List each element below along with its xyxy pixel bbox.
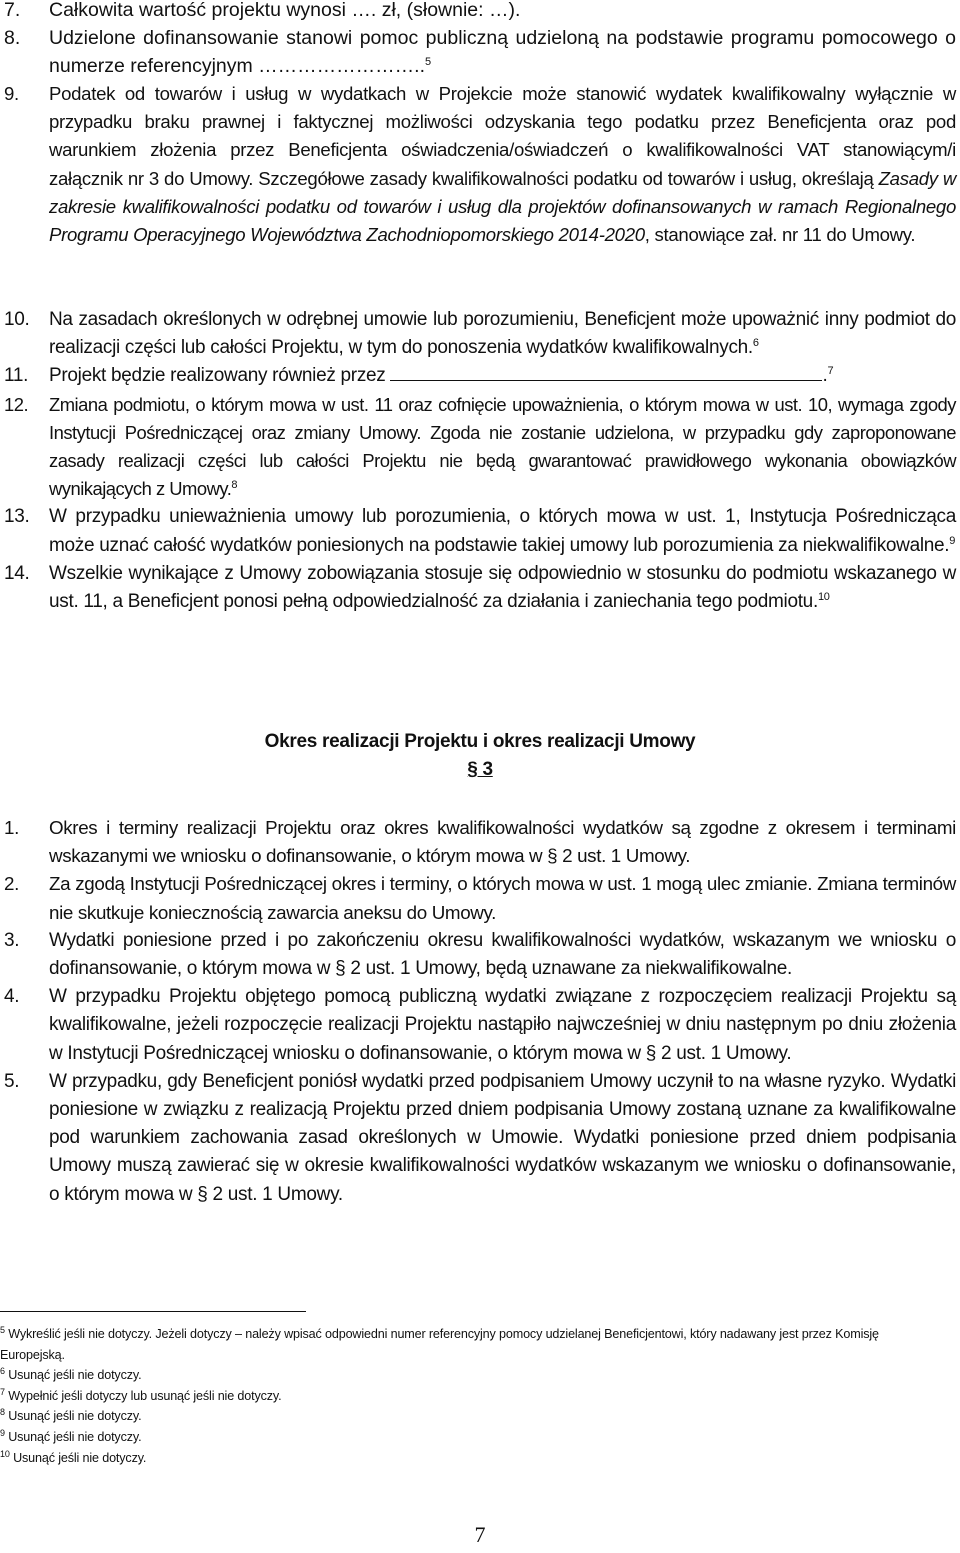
footnote-ref: 8	[231, 479, 237, 492]
page-number: 7	[474, 1522, 486, 1547]
item-number: 8.	[4, 27, 21, 50]
item-text: Na zasadach określonych w odrębnej umowie lub porozumieniu, Beneficjent może upoważnić inny podmiot do realizacji części lub całości Projektu, w tym do ponoszenia wydatków kwalifikowalnych.	[49, 309, 956, 359]
item-number: 7.	[4, 0, 21, 21]
list-item	[4, 927, 956, 983]
item-text: Wszelkie wynikające z Umowy zobowiązania stosuje się odpowiednio w stosunku do podmiotu wskazanego w ust. 11, a Beneficjent ponosi pełną odpowiedzialność za działania i zaniechania tego podmiotu.	[49, 562, 956, 613]
footnote	[0, 1386, 900, 1407]
footnote-text: Usunąć jeśli nie dotyczy.	[8, 1409, 142, 1424]
item-number: 4.	[4, 986, 20, 1008]
footnote	[0, 1406, 900, 1427]
item-text: , stanowiące zał. nr 11 do Umowy.	[644, 224, 916, 246]
item-number: 11.	[4, 365, 29, 387]
item-text: Projekt będzie realizowany również przez	[49, 365, 391, 387]
item-number: 1.	[4, 817, 19, 838]
clause-list-middle	[4, 306, 956, 616]
footnote-text: Wypełnić jeśli dotyczy lub usunąć jeśli nie dotyczy.	[8, 1388, 282, 1403]
list-item	[4, 362, 956, 390]
item-text: W przypadku, gdy Beneficjent poniósł wydatki przed podpisaniem Umowy uczynił to na własne ryzyko. Wydatki poniesione w związku z realizacją Projektu przed dniem podpisania Umowy zostaną uznane za kwalifikowalne pod warunkiem zachowania zasad określonych w Umowie. Wydatki poniesione przed dniem podpisania Umowy muszą zawierać się w okresie kwalifikowalności wydatków wskazanym we wniosku o dofinansowanie, o którym mowa w § 2 ust. 1 Umowy.	[49, 1070, 956, 1205]
item-text: Wydatki poniesione przed i po zakończeniu okresu kwalifikowalności wydatków, wskazanym we wniosku o dofinansowanie, o którym mowa w § 2 ust. 1 Umowy, będą uznawane za niekwalifikowalne.	[49, 929, 956, 980]
item-number: 10.	[4, 309, 30, 330]
footnote-separator	[0, 1311, 306, 1312]
item-number: 12.	[4, 393, 29, 415]
clause-list-top	[4, 0, 956, 81]
item-text: W przypadku Projektu objętego pomocą publiczną wydatki związane z rozpoczęciem realizacji Projektu są kwalifikowalne, jeżeli rozpoczęcie realizacji Projektu nastąpiło najwcześniej w dniu następnym po dniu złożenia w Instytucji Pośredniczącej wniosku o dofinansowanie, o którym mowa w § 2 ust. 1 Umowy.	[49, 986, 956, 1064]
list-item	[4, 814, 956, 870]
item-text-italic: Zasady w zakresie kwalifikowalności podatku od towarów i usług dla projektów dofinansowanych w ramach Regionalnego Programu Operacyjnego Województwa Zachodniopomorskiego 2014-2020	[49, 167, 957, 246]
item-text: Całkowita wartość projektu wynosi …. zł, (słownie: …).	[49, 0, 521, 21]
footnote-ref: 9	[949, 534, 956, 547]
item-text: .	[822, 365, 828, 387]
footnote-number: 5	[0, 1325, 5, 1335]
item-text: W przypadku unieważnienia umowy lub porozumienia, o których mowa w ust. 1, Instytucja Pośrednicząca może uznać całość wydatków poniesionych na podstawie takiej umowy lub porozumienia za niekwalifikowalne.	[49, 506, 956, 556]
list-item	[4, 24, 956, 80]
item-text: Podatek od towarów i usług w wydatkach w Projekcie może stanowić wydatek kwalifikowalny wyłącznie w przypadku braku prawnej i faktycznej możliwości odzyskania tego podatku przez Beneficjenta oraz pod warunkiem złożenia przez Beneficjenta oświadczenia/oświadczeń o kwalifikowalności VAT stanowiącym/i załącznik nr 3 do Umowy. Szczegółowe zasady kwalifikowalności podatku od towarów i usług, określają	[49, 83, 956, 189]
item-number: 13.	[4, 506, 30, 528]
footnotes	[0, 1324, 900, 1468]
item-number: 3.	[4, 929, 20, 951]
footnote	[0, 1448, 900, 1469]
list-item	[4, 80, 956, 249]
list-item	[4, 870, 956, 926]
section-number-text: § 3	[467, 759, 493, 780]
list-item	[4, 983, 956, 1068]
footnote-text: Usunąć jeśli nie dotyczy.	[8, 1368, 142, 1383]
footnote-ref: 6	[752, 337, 759, 350]
item-number: 14.	[4, 562, 30, 584]
footnote-text: Usunąć jeśli nie dotyczy.	[13, 1450, 147, 1465]
footnote	[0, 1324, 900, 1365]
footnote-number: 9	[0, 1427, 5, 1438]
list-item	[4, 560, 956, 616]
item-number: 2.	[4, 873, 19, 895]
list-item	[4, 391, 956, 504]
item-text: Udzielone dofinansowanie stanowi pomoc publiczną udzieloną na podstawie programu pomocowego o numerze referencyjnym ……………………..	[49, 27, 956, 78]
list-item	[4, 1068, 956, 1209]
footnote-number: 6	[0, 1366, 5, 1377]
footnote-number: 7	[0, 1386, 5, 1397]
list-item	[4, 503, 956, 559]
footnote-number: 8	[0, 1407, 5, 1418]
section-number	[0, 759, 960, 781]
item-text: Za zgodą Instytucji Pośredniczącej okres i terminy, o których mowa w ust. 1 mogą ulec zmianie. Zmiana terminów nie skutkuje koniecznością zawarcia aneksu do Umowy.	[49, 873, 956, 923]
item-text: Okres i terminy realizacji Projektu oraz okres kwalifikowalności wydatków są zgodne z okresem i terminami wskazanymi we wniosku o dofinansowanie, o którym mowa w § 2 ust. 1 Umowy.	[49, 817, 956, 867]
footnote	[0, 1365, 900, 1386]
item-text: Zmiana podmiotu, o którym mowa w ust. 11 oraz cofnięcie upoważnienia, o którym mowa w ust. 10, wymaga zgody Instytucji Pośredniczącej oraz zmiany Umowy. Zgoda nie zostanie udzielona, w przypadku gdy zaproponowane zasady realizacji części lub całości Projektu nie będą gwarantować prawidłowego wykonania obowiązków wynikających z Umowy.	[49, 393, 956, 500]
list-item	[4, 306, 956, 362]
section-title: Okres realizacji Projektu i okres realizacji Umowy	[264, 731, 696, 752]
fill-in-blank	[390, 362, 822, 381]
clause-list-vat	[4, 80, 956, 249]
footnote-number: 10	[0, 1448, 10, 1459]
footnote-text: Wykreślić jeśli nie dotyczy. Jeżeli dotyczy – należy wpisać odpowiedni numer referencyjny pomocy udzielanej Beneficjentowi, który nadawany jest przez Komisję Europejską.	[0, 1327, 879, 1362]
clause-list-section	[4, 814, 956, 1209]
item-number: 9.	[4, 83, 19, 104]
item-number: 5.	[4, 1070, 20, 1092]
footnote-ref: 10	[817, 591, 830, 604]
footnote-ref: 5	[425, 56, 432, 69]
footnote	[0, 1427, 900, 1448]
footnote-ref: 7	[827, 365, 834, 378]
footnote-text: Usunąć jeśli nie dotyczy.	[8, 1429, 142, 1444]
list-item	[4, 0, 956, 24]
